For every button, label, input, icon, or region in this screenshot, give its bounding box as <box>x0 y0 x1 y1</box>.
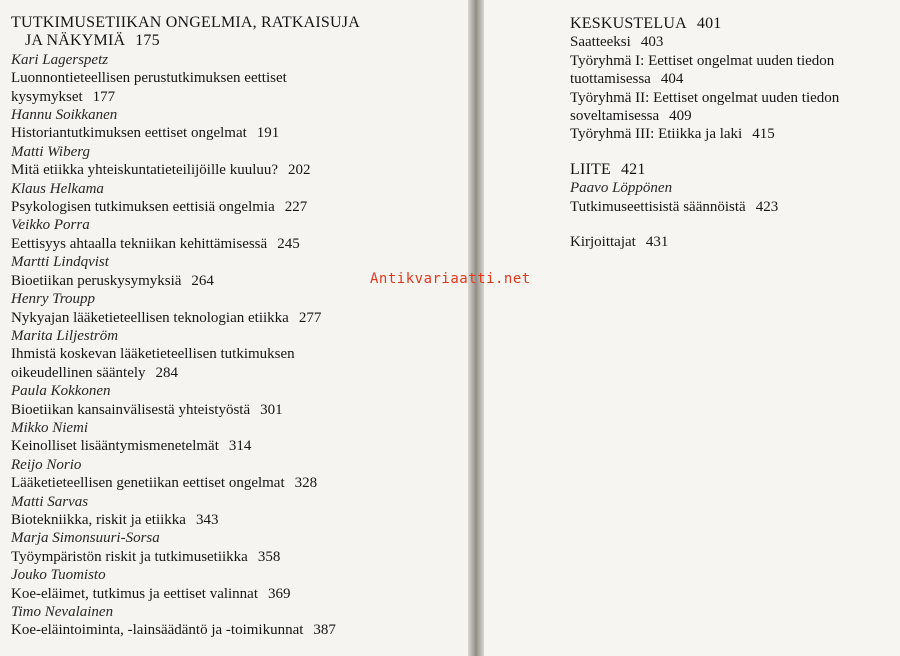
toc-entry <box>11 382 463 419</box>
toc-entry <box>11 493 463 530</box>
entry-title: Ihmistä koskevan lääketieteellisen tutkimuksen <box>11 346 295 363</box>
toc-entry <box>11 566 463 603</box>
entry-title: Biotekniikka, riskit ja etiikka 343 <box>11 511 219 528</box>
toc-entry <box>11 51 463 106</box>
toc-entry <box>11 143 463 180</box>
entry-page-number: 328 <box>294 475 318 492</box>
entry-page-number: 369 <box>268 585 291 602</box>
toc-entry <box>11 106 463 143</box>
toc-entry <box>11 216 463 253</box>
entry-title: Psykologisen tutkimuksen eettisiä ongelmia 227 <box>11 199 308 216</box>
entry-title-cont: kysymykset 177 <box>11 88 116 105</box>
entry-author: Kari Lagerspetz <box>11 51 109 68</box>
entry-author: Hannu Soikkanen <box>11 107 118 124</box>
entry-author: Paula Kokkonen <box>11 383 111 400</box>
entry-page-number: 404 <box>660 71 684 88</box>
section-page-number: 175 <box>135 32 160 50</box>
entry-title: Saatteeksi 403 <box>570 34 664 51</box>
entry-author: Jouko Tuomisto <box>11 567 106 584</box>
entry-page-number: 301 <box>260 401 283 418</box>
section-heading <box>11 14 463 51</box>
entry-title: Kirjoittajat 431 <box>570 234 669 251</box>
section-spacer <box>570 144 895 161</box>
entry-page-number: 227 <box>284 199 308 216</box>
section-page-number: 421 <box>620 160 646 178</box>
entry-title: Bioetiikan kansainvälisestä yhteistyöstä 301 <box>11 401 283 418</box>
toc-entry <box>11 419 463 456</box>
section-heading: LIITE 421 <box>570 160 646 178</box>
entry-author: Reijo Norio <box>11 456 82 473</box>
entry-author: Mikko Niemi <box>11 419 89 436</box>
entry-author: Timo Nevalainen <box>11 604 114 620</box>
entry-page-number: 245 <box>277 235 300 252</box>
entry-author: Matti Sarvas <box>11 493 89 510</box>
section-heading: KESKUSTELUA 401 <box>570 15 722 32</box>
entry-title: Lääketieteellisen genetiikan eettiset ongelmat 328 <box>11 475 318 492</box>
entry-page-number: 191 <box>256 125 280 142</box>
entry-page-number: 431 <box>645 234 669 251</box>
toc-entry <box>11 290 463 327</box>
entry-title: Työryhmä I: Eettiset ongelmat uuden tiedon <box>570 52 835 69</box>
entry-title: Koe-eläintoiminta, -lainsäädäntö ja -toimikunnat 387 <box>11 622 336 639</box>
toc-entry <box>11 529 463 566</box>
entry-page-number: 403 <box>640 34 664 51</box>
toc-entry <box>11 456 463 493</box>
entry-author: Marja Simonsuuri-Sorsa <box>11 530 160 547</box>
toc-entry <box>11 180 463 217</box>
book-gutter <box>468 0 484 656</box>
entry-author: Matti Wiberg <box>11 143 91 160</box>
entry-page-number: 415 <box>752 126 775 143</box>
entry-page-number: 409 <box>669 108 692 125</box>
entry-page-number: 202 <box>288 162 311 179</box>
entry-author: Veikko Porra <box>11 217 90 234</box>
entry-page-number: 177 <box>92 88 116 105</box>
table-of-contents-right <box>570 15 895 251</box>
entry-title: Työryhmä II: Eettiset ongelmat uuden tiedon <box>570 89 840 106</box>
entry-title: Keinolliset lisääntymismenetelmät 314 <box>11 438 252 455</box>
toc-entry <box>11 327 463 382</box>
right-page <box>484 0 900 656</box>
entry-title: Historiantutkimuksen eettiset ongelmat 191 <box>11 125 280 142</box>
entry-page-number: 264 <box>191 272 214 289</box>
section-title-line1: TUTKIMUSETIIKAN ONGELMIA, RATKAISUJA <box>11 14 360 31</box>
section-spacer <box>570 216 895 233</box>
entry-title: Koe-eläimet, tutkimus ja eettiset valinnat 369 <box>11 585 291 602</box>
entry-page-number: 387 <box>313 622 336 639</box>
watermark: Antikvariaatti.net <box>370 271 531 287</box>
entry-author: Henry Troupp <box>11 291 96 308</box>
keskustelua-section <box>570 15 895 144</box>
kirjoittajat-section <box>570 233 895 251</box>
entry-page-number: 343 <box>195 511 219 528</box>
table-of-contents-left <box>11 14 463 640</box>
entry-title: Nykyajan lääketieteellisen teknologian etiikka 277 <box>11 309 322 326</box>
entry-page-number: 314 <box>228 438 252 455</box>
entry-title: Bioetiikan peruskysymyksiä 264 <box>11 272 214 289</box>
entry-title: Luonnontieteellisen perustutkimuksen eettiset <box>11 70 287 87</box>
entry-title-cont: oikeudellinen sääntely 284 <box>11 364 179 381</box>
entry-title: Työryhmä III: Etiikka ja laki 415 <box>570 126 775 143</box>
section-title-line2: JA NÄKYMIÄ 175 <box>25 32 160 50</box>
entry-title-cont: soveltamisessa 409 <box>570 108 692 125</box>
entry-page-number: 358 <box>257 548 281 565</box>
entry-author: Klaus Helkama <box>11 180 104 197</box>
entry-title-cont: tuottamisessa 404 <box>570 71 684 88</box>
entry-page-number: 423 <box>755 198 779 215</box>
entry-author: Marita Liljeström <box>11 327 119 344</box>
section-page-number: 401 <box>696 15 722 32</box>
toc-entry <box>11 603 463 640</box>
entry-title: Tutkimuseettisistä säännöistä 423 <box>570 198 779 215</box>
liite-section <box>570 161 895 216</box>
entry-title: Työympäristön riskit ja tutkimusetiikka 358 <box>11 548 281 565</box>
entry-page-number: 277 <box>298 309 322 326</box>
entry-author: Paavo Löppönen <box>570 180 673 197</box>
entry-page-number: 284 <box>155 364 179 381</box>
entry-author: Martti Lindqvist <box>11 254 109 271</box>
entry-title: Mitä etiikka yhteiskuntatieteilijöille kuuluu? 202 <box>11 162 311 179</box>
entry-title: Eettisyys ahtaalla tekniikan kehittämisessä 245 <box>11 235 300 252</box>
